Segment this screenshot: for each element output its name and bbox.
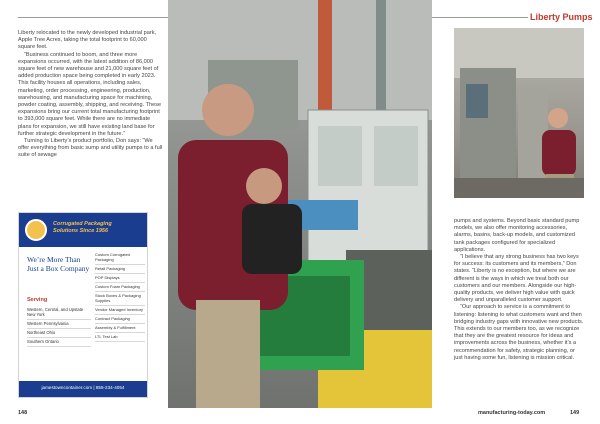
advert-service: POP Displays [95, 274, 145, 283]
header-rule-left [18, 17, 168, 18]
header-rule-right [432, 17, 528, 18]
company-logo-icon [25, 219, 47, 241]
inset-illustration [454, 28, 584, 198]
advert-body [19, 247, 147, 383]
section-label: Liberty Pumps [530, 12, 593, 22]
article-paragraph: “Business continued to boom, and three more expansions occurred, with the latest addition of 86,000 square feet of new warehouse and 21,000 square feet of added production space being completed in early 2023. This facility houses all operations, including sales, marketing, order processing, engineering, production, warehousing, and manufacturing space for machining, powder coating, assembly, shipping, and receiving. These expansions bring our current total manufacturing footprint to 393,000 square feet. While there are no immediate plans for expansion, we still have existing land base for further strategic development in the future.” [18, 51, 162, 137]
advert-service: Contract Packaging [95, 315, 145, 324]
factory-floor-illustration [168, 0, 432, 408]
inset-photo [454, 28, 584, 198]
advert-serving-label: Serving [27, 297, 48, 303]
article-column-two [454, 218, 584, 362]
factory-floor-photo [168, 0, 432, 408]
advert-service: Custom Corrugated Packaging [95, 251, 145, 265]
article-paragraph: Turning to Liberty’s product portfolio, Don says: “We offer everything from basic sump and utility pumps to a full suite of sewage [18, 138, 163, 159]
advert-contact-link[interactable]: jamestowncontainer.com | 855-234-4054 [41, 385, 125, 390]
page-number-right: 149 [570, 410, 580, 416]
advert-region: Western Pennsylvania [27, 320, 91, 329]
advert-service: Assembly & Fulfillment [95, 324, 145, 333]
advert-brand-line: Solutions Since 1956 [53, 228, 109, 234]
page-number-left: 148 [18, 410, 28, 416]
advertisement[interactable] [18, 212, 148, 398]
advert-service-list [95, 251, 145, 342]
article-paragraph: “I believe that any strong business has two keys for success: its customers and its members,” Don states. “Liberty is no exception, but where we are different is the ways in which we treat both our customers and our members. Alongside our high-quality products, we deliver high value with quick delivery and unparalleled customer support. [454, 254, 579, 304]
advert-service: LTL Test Lab [95, 333, 145, 342]
advert-service: Vendor Managed Inventory [95, 306, 145, 315]
article-paragraph: pumps and systems. Beyond basic standard pump models, we also offer monitoring accessories, alarms, basins, back-up models, and customized tank packages configured for specialized applications. [454, 218, 580, 253]
advert-region: Northeast Ohio [27, 329, 91, 338]
advert-region-list [27, 306, 91, 347]
advert-region: Southern Ontario [27, 338, 91, 347]
article-column-one [18, 30, 164, 160]
advert-brand [53, 221, 112, 235]
advert-brand-line: Corrugated Packaging [53, 221, 112, 227]
advert-service: Retail Packaging [95, 265, 145, 274]
advert-headline: We’re More Than Just a Box Company [27, 255, 90, 273]
advert-header [19, 213, 147, 247]
advert-service: Custom Foam Packaging [95, 283, 145, 292]
advert-footer [19, 381, 147, 397]
article-paragraph: Liberty relocated to the newly developed industrial park, Apple Tree Acres, taking the total footprint to 60,000 square feet. [18, 30, 157, 51]
advert-service: Stock Boxes & Packaging Supplies [95, 292, 145, 306]
advert-region: Western, Central, and Upstate New York [27, 306, 91, 320]
article-paragraph: “Our approach to service is a commitment to listening: listening to what customers want and then bridging industry gaps with innovative new products. This extends to our members too, as we recognize that they are the greatest resource for ideas and improvements across the business, whether it’s a recommendation for safety, strategic planning, or just having some fun, listening is mission critical. [454, 304, 584, 361]
footer-website: manufacturing-today.com [478, 410, 546, 416]
